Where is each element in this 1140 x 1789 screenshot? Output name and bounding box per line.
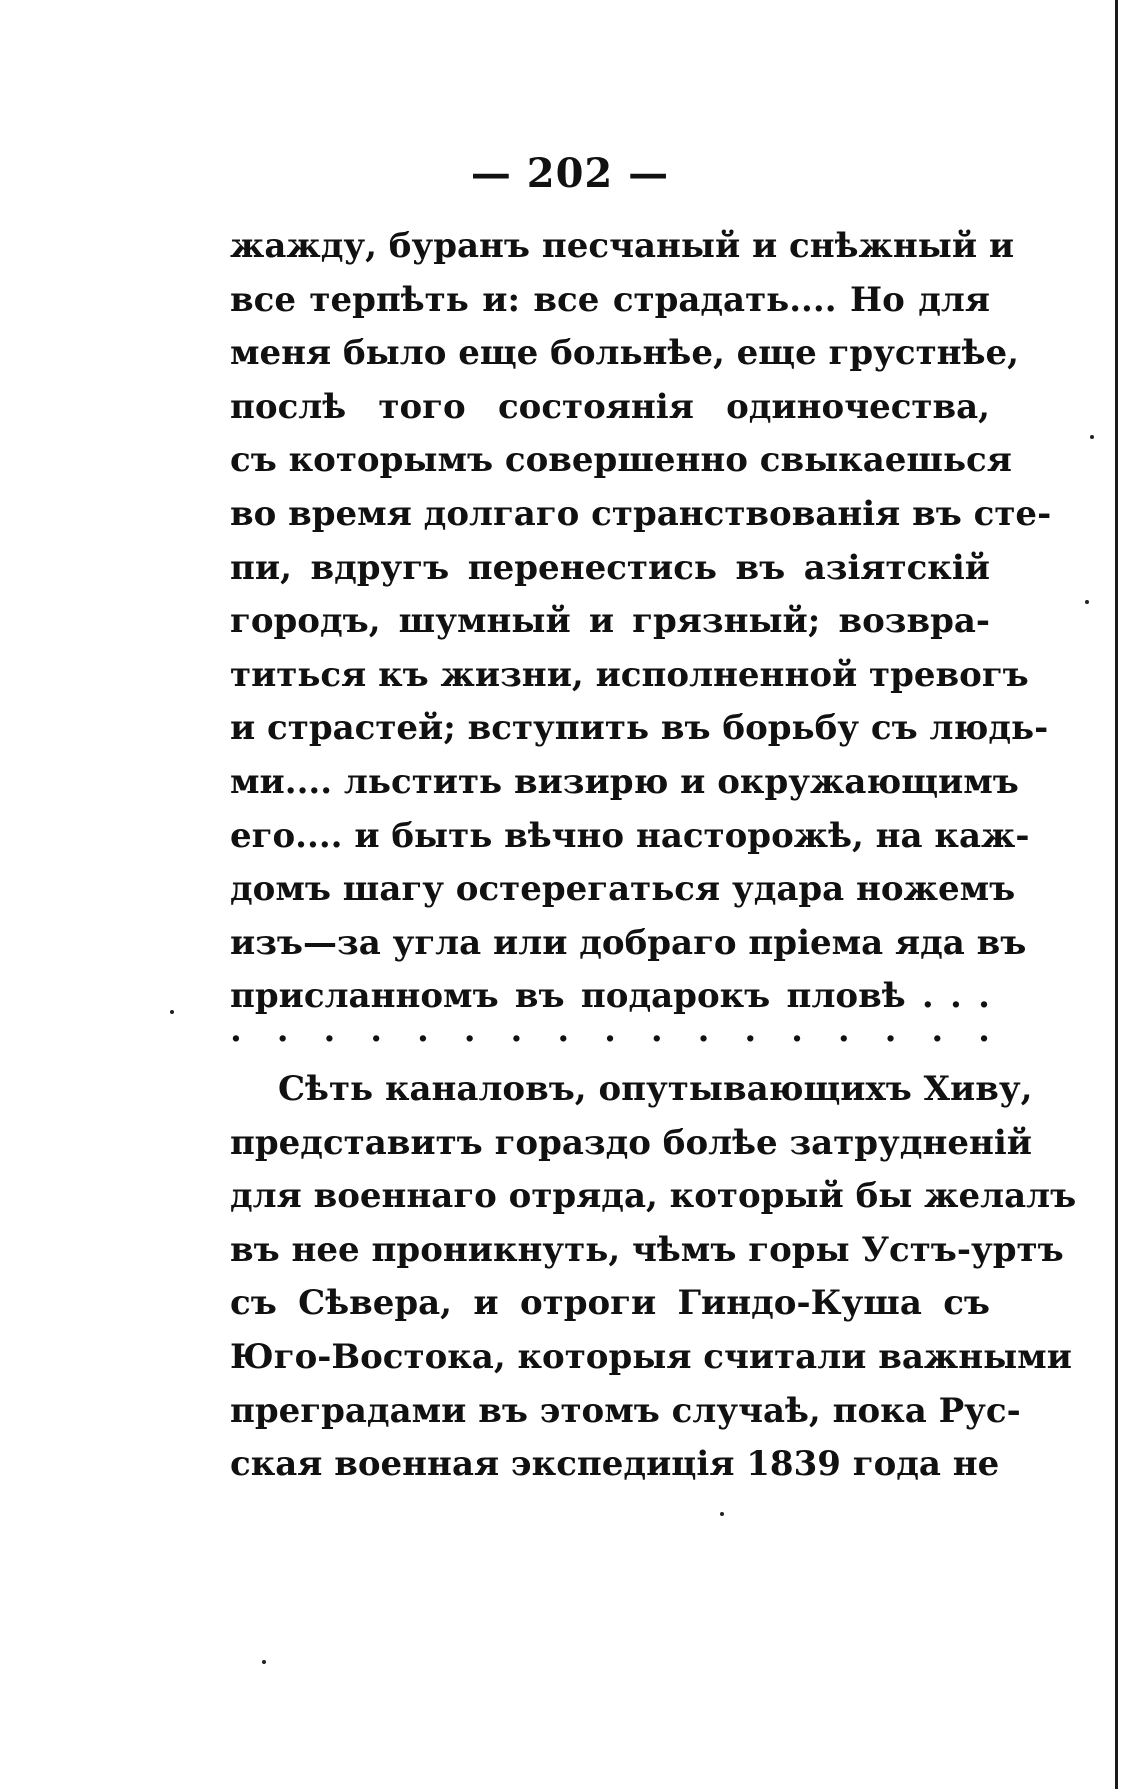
text-line: для военнаго отряда, который бы желалъ: [230, 1176, 1077, 1217]
text-line: изъ—за угла или добраго пріема яда въ: [230, 922, 1027, 963]
text-line: представитъ гораздо болѣе затрудненій: [230, 1122, 1033, 1163]
text-line: ская военная экспедиція 1839 года не: [230, 1444, 1000, 1485]
ellipsis-row: . . . . . . . . . . . . . . . . .: [230, 1010, 990, 1050]
text-line: домъ шагу остерегаться удара ножемъ: [230, 869, 1016, 910]
text-line: Сѣть каналовъ, опутывающихъ Хиву,: [278, 1069, 1033, 1109]
ink-speck: [262, 1660, 266, 1664]
ink-speck: [170, 1010, 174, 1014]
text-line: его.... и быть вѣчно насторожѣ, на каж-: [230, 815, 1030, 856]
page-number: — 202 —: [470, 150, 670, 197]
paragraph-2: [230, 1063, 1077, 1492]
text-line: титься къ жизни, исполненной тревогъ: [230, 654, 1029, 695]
text-line: и страстей; вступить въ борьбу съ людь-: [230, 708, 1049, 749]
text-line: въ нее проникнуть, чѣмъ горы Устъ-уртъ: [230, 1229, 1064, 1270]
text-line: меня было еще больнѣе, еще грустнѣе,: [230, 333, 1019, 374]
ink-speck: [720, 1512, 724, 1516]
text-line: преградами въ этомъ случаѣ, пока Рус-: [230, 1390, 1021, 1431]
text-line: съ Сѣвера, и отроги Гиндо-Куша съ: [230, 1283, 990, 1324]
text-line: городъ, шумный и грязный; возвра-: [230, 601, 990, 642]
page-edge-line: [1115, 0, 1118, 1789]
text-line: пи, вдругъ перенестись въ азіятскій: [230, 547, 990, 588]
text-line: послѣ того состоянія одиночества,: [230, 386, 990, 427]
text-line: присланномъ въ подарокъ пловѣ . . .: [230, 976, 990, 1017]
text-line: Юго-Востока, которыя считали важными: [230, 1336, 1072, 1377]
text-line: жажду, буранъ песчаный и снѣжный и: [230, 226, 1015, 266]
paragraph-1: [230, 220, 1052, 1024]
text-line: съ которымъ совершенно свыкаешься: [230, 440, 1012, 481]
text-line: все терпѣть и: все страдать.... Но для: [230, 279, 990, 320]
ink-speck: [1090, 435, 1094, 439]
ink-speck: [1085, 600, 1089, 604]
text-line: во время долгаго странствованія въ сте-: [230, 493, 1052, 534]
text-line: ми.... льстить визирю и окружающимъ: [230, 761, 1019, 802]
